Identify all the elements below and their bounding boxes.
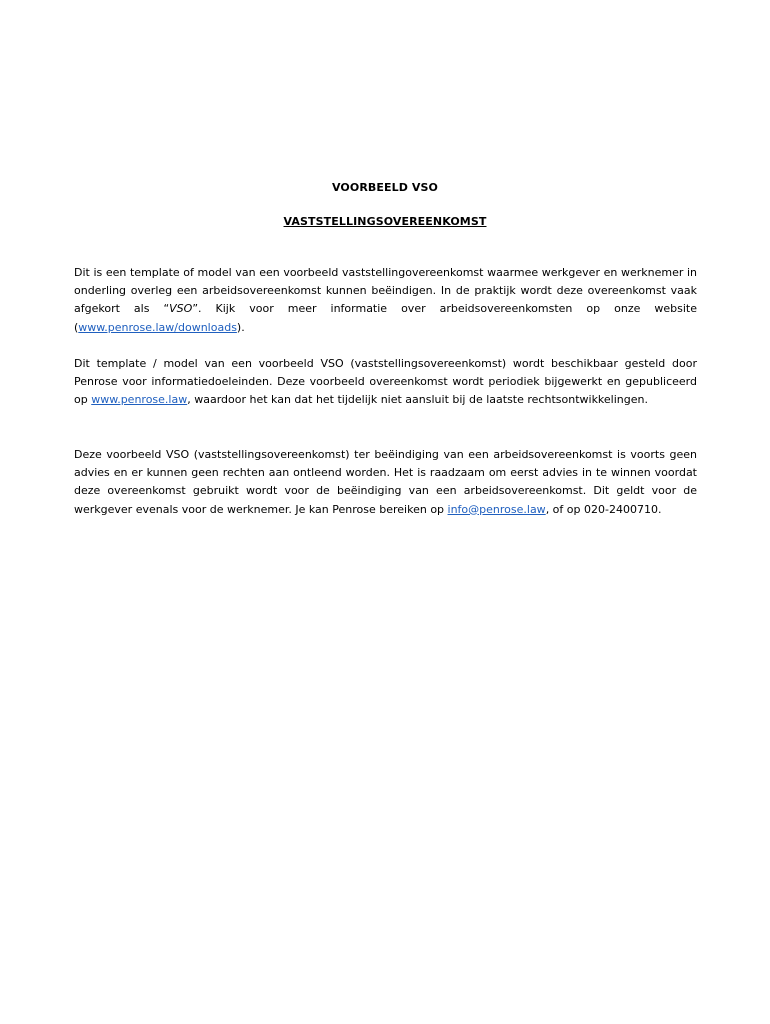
- intro-text-c: ).: [236, 320, 245, 334]
- website-link[interactable]: www.penrose.law: [91, 393, 188, 407]
- email-link[interactable]: info@penrose.law: [447, 502, 546, 516]
- intro-text-b: ”. Kijk voor meer informatie over arbeidsovereenkomsten op onze website (: [74, 302, 697, 334]
- disclaimer-text-b: , of op 020-2400710.: [545, 502, 662, 516]
- disclaimer-text-a: Deze voorbeeld VSO (vaststellingsovereenkomst) ter beëindiging van een arbeidsovereenkomst is voorts geen advies en er kunnen geen rechten aan ontleend worden. Het is raadzaam om eerst advies in te winnen voordat deze overeenkomst gebruikt wordt voor de beëindiging van een arbeidsovereenkomst. Dit geldt voor de werkgever evenals voor de werknemer. Je kan Penrose bereiken op: [74, 448, 697, 516]
- vso-italic: VSO: [169, 302, 193, 316]
- document-subtitle: VASTSTELLINGSOVEREENKOMST: [283, 215, 487, 228]
- document-title: VOORBEELD VSO: [332, 181, 438, 194]
- disclaimer-paragraph: [74, 446, 697, 519]
- intro-paragraph: [74, 264, 697, 337]
- downloads-link[interactable]: www.penrose.law/downloads: [78, 320, 237, 334]
- availability-text-b: , waardoor het kan dat het tijdelijk niet aansluit bij de laatste rechtsontwikkelingen.: [187, 393, 648, 407]
- availability-paragraph: [74, 355, 697, 410]
- intro-text-a: Dit is een template of model van een voorbeeld vaststellingovereenkomst waarmee werkgever en werknemer in onderling overleg een arbeidsovereenkomst kunnen beëindigen. In de praktijk wordt deze overeenkomst vaak afgekort als “: [74, 266, 697, 316]
- availability-text-a: Dit template / model van een voorbeeld VSO (vaststellingsovereenkomst) wordt beschikbaar gesteld door Penrose voor informatiedoeleinden. Deze voorbeeld overeenkomst wordt periodiek bijgewerkt en gepubliceerd op: [74, 357, 697, 407]
